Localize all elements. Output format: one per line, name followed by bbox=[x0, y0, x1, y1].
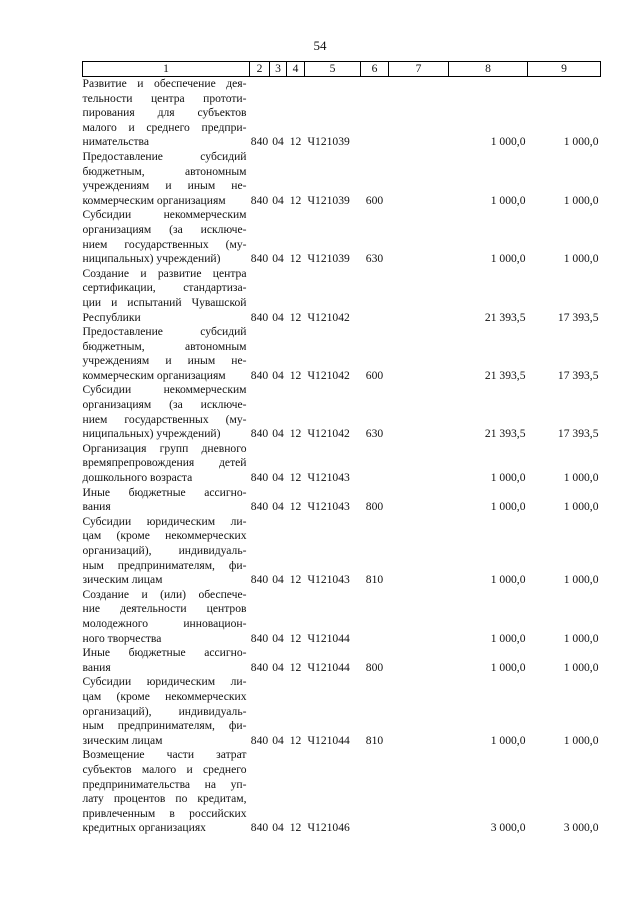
item-name-line: Предоставление субсидий bbox=[82, 325, 247, 339]
amount-col8-cell: 1 000,0 bbox=[490, 471, 526, 485]
item-name-line: организаций), индивидуаль- bbox=[82, 544, 247, 557]
section-code-cell: 04 bbox=[272, 821, 284, 835]
item-name-line: Иные бюджетные ассигно- bbox=[82, 485, 247, 499]
item-name-line: вания bbox=[82, 500, 111, 514]
amount-col7-cell bbox=[389, 442, 449, 486]
amount-col9-cell: 17 393,5 bbox=[557, 368, 599, 382]
item-name-line: учреждениям и иным не- bbox=[82, 354, 247, 368]
item-name-cell bbox=[83, 588, 250, 646]
item-name-line: учреждениям и иным не- bbox=[82, 179, 247, 193]
item-name-line: Субсидии юридическим ли- bbox=[82, 514, 247, 528]
item-name-line: привлеченным в российских bbox=[82, 806, 247, 820]
item-name-line: молодежного инновацион- bbox=[82, 616, 247, 630]
item-name-line: Субсидии некоммерческим bbox=[82, 208, 247, 222]
subsection-code-cell: 12 bbox=[289, 821, 302, 835]
table-row bbox=[83, 325, 601, 383]
expense-type-cell: 800 bbox=[365, 660, 384, 674]
header-cell: 3 bbox=[270, 62, 287, 77]
target-article-cell: Ч121042 bbox=[307, 427, 350, 441]
subsection-code-cell: 12 bbox=[289, 631, 302, 645]
item-name-line: нием государственных (му- bbox=[82, 237, 247, 251]
item-name-line: времяпрепровождения детей bbox=[82, 456, 247, 470]
item-name-line: цам (кроме некоммерческих bbox=[82, 529, 247, 543]
item-name-line: Создание и (или) обеспече- bbox=[82, 587, 247, 601]
table-row bbox=[83, 150, 601, 208]
amount-col9-cell: 1 000,0 bbox=[563, 733, 599, 747]
subsection-code-cell: 12 bbox=[289, 193, 302, 207]
expense-type-cell bbox=[361, 588, 389, 646]
section-code-cell: 04 bbox=[272, 471, 284, 485]
amount-col8-cell: 1 000,0 bbox=[490, 500, 526, 514]
expense-type-cell: 630 bbox=[365, 427, 384, 441]
amount-col9-cell: 1 000,0 bbox=[563, 573, 599, 587]
item-name-cell bbox=[83, 208, 250, 266]
target-article-cell: Ч121043 bbox=[307, 471, 350, 485]
amount-col9-cell: 1 000,0 bbox=[563, 193, 599, 207]
item-name-line: Субсидии юридическим ли- bbox=[82, 675, 247, 689]
item-name-line: предпринимательства на уп- bbox=[82, 777, 247, 791]
amount-col8-cell: 3 000,0 bbox=[490, 821, 526, 835]
amount-col7-cell bbox=[389, 588, 449, 646]
subsection-code-cell: 12 bbox=[289, 368, 302, 382]
ministry-code-cell: 840 bbox=[250, 135, 269, 149]
table-row bbox=[83, 748, 601, 836]
amount-col9-cell: 1 000,0 bbox=[563, 252, 599, 266]
section-code-cell: 04 bbox=[272, 368, 284, 382]
target-article-cell: Ч121042 bbox=[307, 310, 350, 324]
amount-col8-cell: 1 000,0 bbox=[490, 631, 526, 645]
expense-type-cell bbox=[361, 442, 389, 486]
amount-col7-cell bbox=[389, 325, 449, 383]
expense-type-cell: 800 bbox=[365, 500, 384, 514]
item-name-line: коммерческим организациям bbox=[82, 368, 226, 382]
table-row bbox=[83, 442, 601, 486]
item-name-cell bbox=[83, 515, 250, 588]
target-article-cell: Ч121044 bbox=[307, 631, 350, 645]
item-name-line: ции и испытаний Чувашской bbox=[82, 295, 247, 309]
expense-type-cell: 600 bbox=[365, 368, 384, 382]
item-name-line: нием государственных (му- bbox=[82, 412, 247, 426]
ministry-code-cell: 840 bbox=[250, 310, 269, 324]
amount-col8-cell: 1 000,0 bbox=[490, 252, 526, 266]
table-row bbox=[83, 383, 601, 441]
item-name-cell bbox=[83, 646, 250, 675]
header-cell: 2 bbox=[250, 62, 270, 77]
ministry-code-cell: 840 bbox=[250, 733, 269, 747]
table-row bbox=[83, 515, 601, 588]
item-name-line: Создание и развитие центра bbox=[82, 266, 247, 280]
subsection-code-cell: 12 bbox=[289, 660, 302, 674]
target-article-cell: Ч121039 bbox=[307, 193, 350, 207]
item-name-line: сертификации, стандартиза- bbox=[82, 281, 247, 295]
amount-col8-cell: 1 000,0 bbox=[490, 135, 526, 149]
amount-col8-cell: 1 000,0 bbox=[490, 733, 526, 747]
amount-col9-cell: 1 000,0 bbox=[563, 471, 599, 485]
item-name-line: субъектов малого и среднего bbox=[82, 762, 247, 776]
table-row bbox=[83, 77, 601, 150]
expense-type-cell bbox=[361, 748, 389, 836]
item-name-line: бюджетным, автономным bbox=[82, 164, 247, 178]
item-name-line: организациям (за исключе- bbox=[82, 222, 247, 236]
amount-col8-cell: 21 393,5 bbox=[484, 427, 526, 441]
expense-type-cell: 810 bbox=[365, 733, 384, 747]
item-name-line: ным предпринимателям, фи- bbox=[82, 558, 247, 572]
expense-type-cell bbox=[361, 267, 389, 325]
amount-col7-cell bbox=[389, 267, 449, 325]
section-code-cell: 04 bbox=[272, 631, 284, 645]
section-code-cell: 04 bbox=[272, 310, 284, 324]
page-number: 54 bbox=[313, 38, 327, 53]
item-name-line: вания bbox=[82, 660, 111, 674]
item-name-line: Развитие и обеспечение дея- bbox=[82, 77, 247, 90]
expense-type-cell bbox=[361, 77, 389, 150]
subsection-code-cell: 12 bbox=[289, 573, 302, 587]
subsection-code-cell: 12 bbox=[289, 471, 302, 485]
amount-col8-cell: 1 000,0 bbox=[490, 573, 526, 587]
ministry-code-cell: 840 bbox=[250, 500, 269, 514]
amount-col7-cell bbox=[389, 208, 449, 266]
item-name-line: ниципальных) учреждений) bbox=[82, 427, 221, 441]
item-name-line: Республики bbox=[82, 310, 141, 324]
target-article-cell: Ч121043 bbox=[307, 500, 350, 514]
subsection-code-cell: 12 bbox=[289, 733, 302, 747]
section-code-cell: 04 bbox=[272, 252, 284, 266]
ministry-code-cell: 840 bbox=[250, 631, 269, 645]
header-row bbox=[83, 62, 601, 77]
item-name-line: тельности центра прототи- bbox=[82, 91, 247, 105]
section-code-cell: 04 bbox=[272, 500, 284, 514]
header-cell: 1 bbox=[83, 62, 250, 77]
item-name-line: кредитных организациях bbox=[82, 821, 206, 835]
section-code-cell: 04 bbox=[272, 733, 284, 747]
item-name-line: коммерческим организациям bbox=[82, 193, 226, 207]
subsection-code-cell: 12 bbox=[289, 427, 302, 441]
amount-col9-cell: 1 000,0 bbox=[563, 660, 599, 674]
ministry-code-cell: 840 bbox=[250, 573, 269, 587]
amount-col7-cell bbox=[389, 77, 449, 150]
ministry-code-cell: 840 bbox=[250, 821, 269, 835]
item-name-line: дошкольного возраста bbox=[82, 471, 193, 485]
amount-col7-cell bbox=[389, 515, 449, 588]
expense-type-cell: 600 bbox=[365, 193, 384, 207]
subsection-code-cell: 12 bbox=[289, 310, 302, 324]
subsection-code-cell: 12 bbox=[289, 135, 302, 149]
amount-col9-cell: 3 000,0 bbox=[563, 821, 599, 835]
subsection-code-cell: 12 bbox=[289, 500, 302, 514]
header-cell: 9 bbox=[528, 62, 601, 77]
item-name-line: Предоставление субсидий bbox=[82, 149, 247, 163]
item-name-cell bbox=[83, 675, 250, 748]
item-name-line: пирования для субъектов bbox=[82, 106, 247, 120]
table-row bbox=[83, 588, 601, 646]
table-row bbox=[83, 646, 601, 675]
amount-col9-cell: 17 393,5 bbox=[557, 427, 599, 441]
item-name-line: Иные бюджетные ассигно- bbox=[82, 646, 247, 660]
item-name-cell bbox=[83, 325, 250, 383]
amount-col9-cell: 1 000,0 bbox=[563, 500, 599, 514]
item-name-line: лату процентов по кредитам, bbox=[82, 792, 247, 806]
amount-col8-cell: 21 393,5 bbox=[484, 368, 526, 382]
table-row bbox=[83, 675, 601, 748]
amount-col9-cell: 1 000,0 bbox=[563, 135, 599, 149]
target-article-cell: Ч121039 bbox=[307, 252, 350, 266]
item-name-line: Возмещение части затрат bbox=[82, 748, 247, 762]
table-body bbox=[83, 77, 601, 836]
section-code-cell: 04 bbox=[272, 573, 284, 587]
header-cell: 5 bbox=[305, 62, 361, 77]
table-row bbox=[83, 486, 601, 515]
item-name-line: цам (кроме некоммерческих bbox=[82, 689, 247, 703]
section-code-cell: 04 bbox=[272, 660, 284, 674]
budget-table bbox=[82, 61, 601, 836]
target-article-cell: Ч121044 bbox=[307, 733, 350, 747]
ministry-code-cell: 840 bbox=[250, 368, 269, 382]
target-article-cell: Ч121042 bbox=[307, 368, 350, 382]
item-name-line: Субсидии некоммерческим bbox=[82, 383, 247, 397]
amount-col7-cell bbox=[389, 748, 449, 836]
ministry-code-cell: 840 bbox=[250, 252, 269, 266]
item-name-cell bbox=[83, 150, 250, 208]
amount-col9-cell: 1 000,0 bbox=[563, 631, 599, 645]
amount-col7-cell bbox=[389, 646, 449, 675]
section-code-cell: 04 bbox=[272, 427, 284, 441]
item-name-cell bbox=[83, 383, 250, 441]
section-code-cell: 04 bbox=[272, 193, 284, 207]
item-name-line: бюджетным, автономным bbox=[82, 339, 247, 353]
ministry-code-cell: 840 bbox=[250, 193, 269, 207]
table-row bbox=[83, 267, 601, 325]
target-article-cell: Ч121043 bbox=[307, 573, 350, 587]
header-cell: 7 bbox=[389, 62, 449, 77]
ministry-code-cell: 840 bbox=[250, 660, 269, 674]
amount-col8-cell: 21 393,5 bbox=[484, 310, 526, 324]
item-name-line: зическим лицам bbox=[82, 733, 163, 747]
ministry-code-cell: 840 bbox=[250, 471, 269, 485]
item-name-line: ного творчества bbox=[82, 631, 162, 645]
item-name-line: нимательства bbox=[82, 135, 149, 149]
expense-type-cell: 630 bbox=[365, 252, 384, 266]
item-name-line: малого и среднего предпри- bbox=[82, 120, 247, 134]
header-cell: 8 bbox=[449, 62, 528, 77]
item-name-line: ние деятельности центров bbox=[82, 602, 247, 616]
table-header bbox=[83, 62, 601, 77]
item-name-line: ным предпринимателям, фи- bbox=[82, 719, 247, 733]
item-name-line: зическим лицам bbox=[82, 573, 163, 587]
amount-col7-cell bbox=[389, 383, 449, 441]
item-name-line: организаций), индивидуаль- bbox=[82, 704, 247, 718]
target-article-cell: Ч121044 bbox=[307, 660, 350, 674]
amount-col7-cell bbox=[389, 486, 449, 515]
amount-col7-cell bbox=[389, 675, 449, 748]
amount-col8-cell: 1 000,0 bbox=[490, 193, 526, 207]
item-name-cell bbox=[83, 486, 250, 515]
target-article-cell: Ч121039 bbox=[307, 135, 350, 149]
section-code-cell: 04 bbox=[272, 135, 284, 149]
target-article-cell: Ч121046 bbox=[307, 821, 350, 835]
amount-col7-cell bbox=[389, 150, 449, 208]
item-name-cell bbox=[83, 77, 250, 150]
item-name-cell bbox=[83, 267, 250, 325]
item-name-cell bbox=[83, 748, 250, 836]
ministry-code-cell: 840 bbox=[250, 427, 269, 441]
item-name-line: ниципальных) учреждений) bbox=[82, 252, 221, 266]
header-cell: 4 bbox=[287, 62, 305, 77]
header-cell: 6 bbox=[361, 62, 389, 77]
expense-type-cell: 810 bbox=[365, 573, 384, 587]
amount-col9-cell: 17 393,5 bbox=[557, 310, 599, 324]
item-name-cell bbox=[83, 442, 250, 486]
item-name-line: Организация групп дневного bbox=[82, 441, 247, 455]
table-row bbox=[83, 208, 601, 266]
amount-col8-cell: 1 000,0 bbox=[490, 660, 526, 674]
item-name-line: организациям (за исключе- bbox=[82, 398, 247, 412]
subsection-code-cell: 12 bbox=[289, 252, 302, 266]
